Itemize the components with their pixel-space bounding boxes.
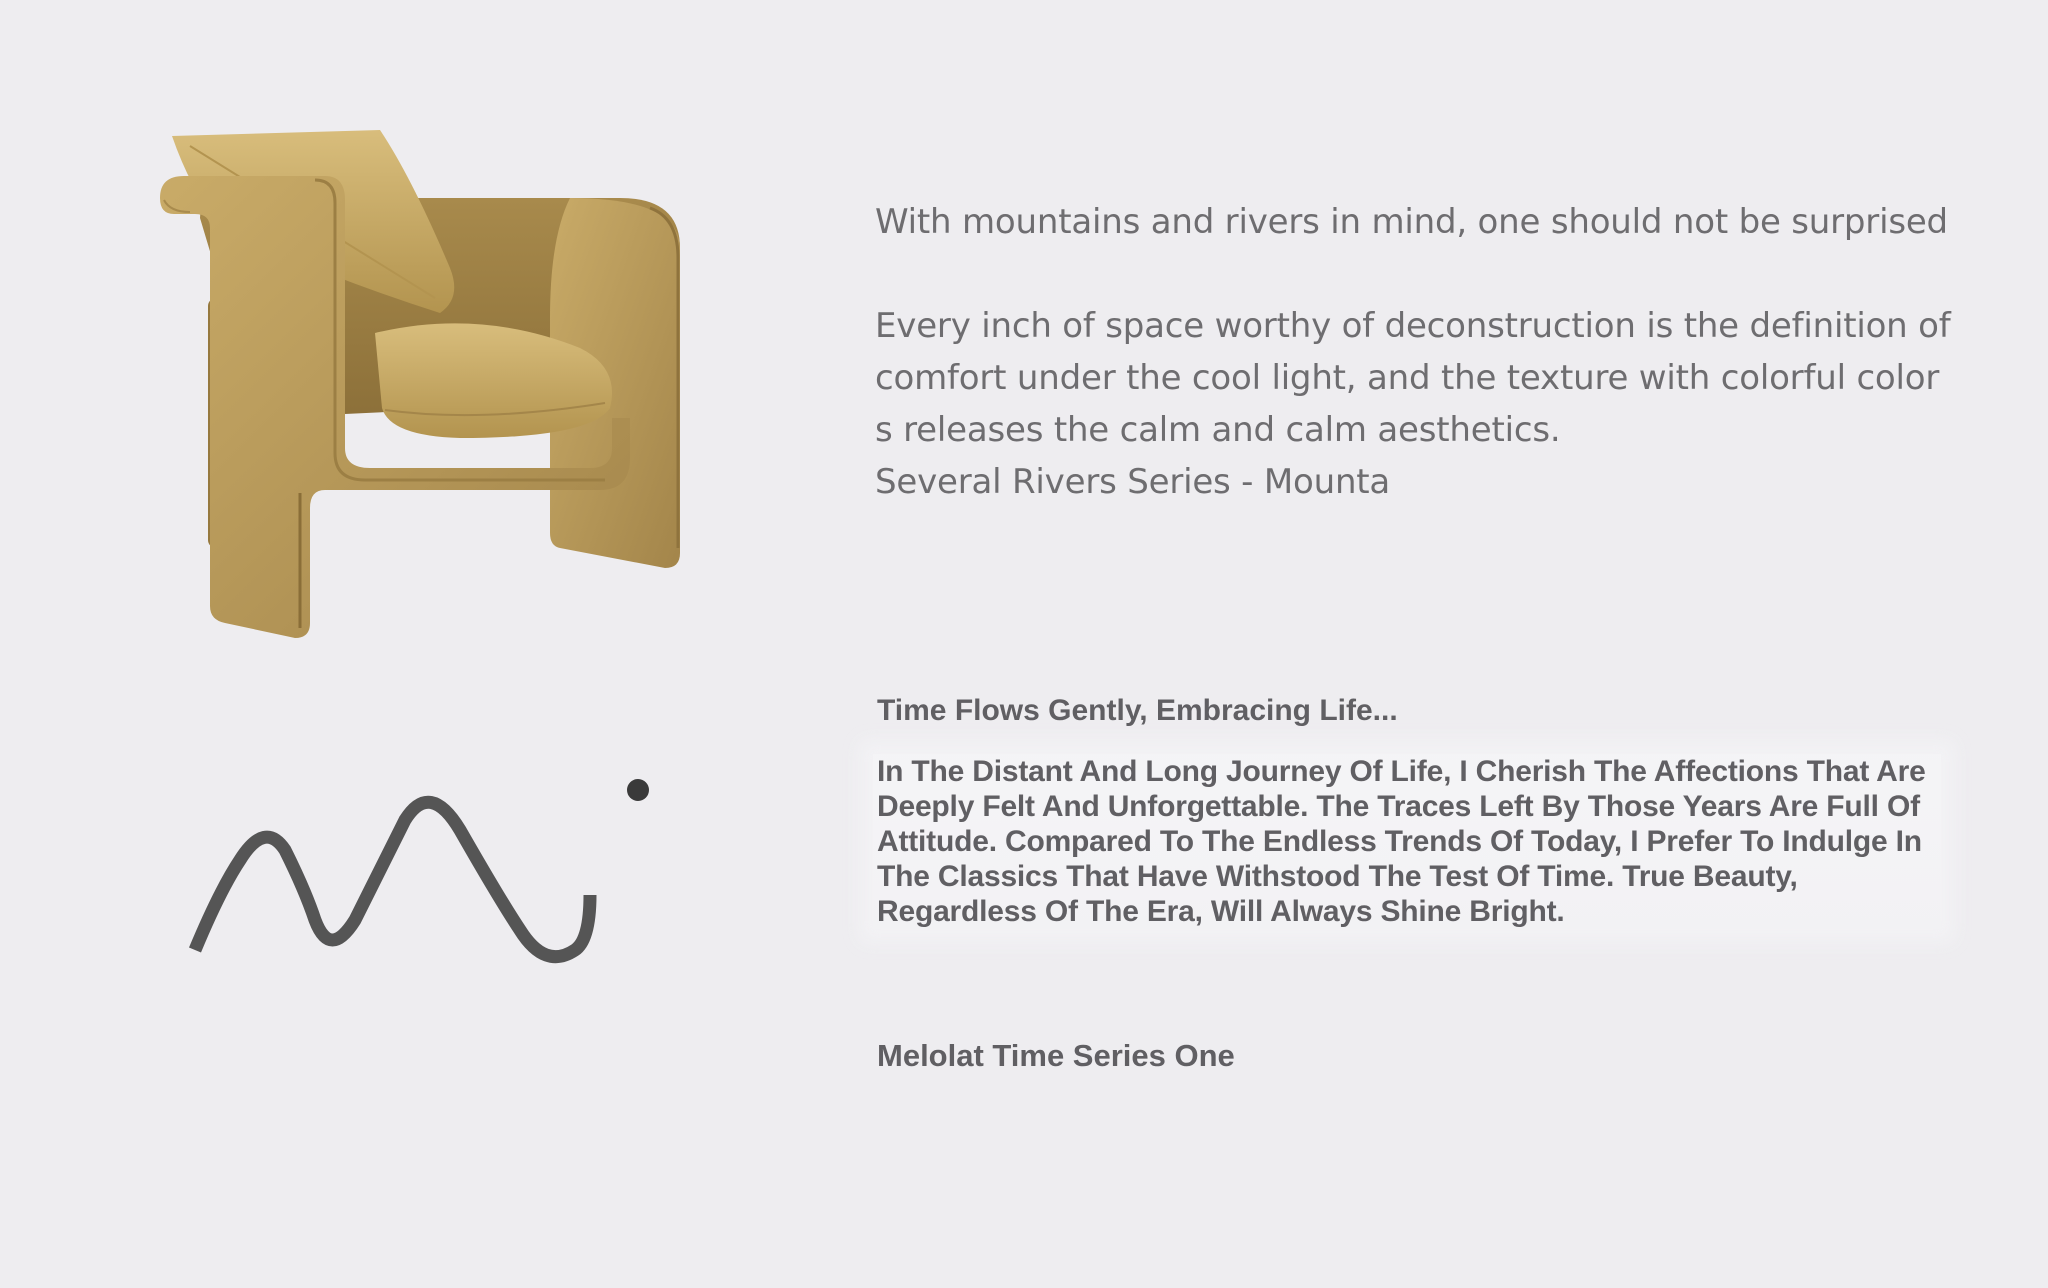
story-series-name: Melolat Time Series One <box>877 1038 1235 1073</box>
story-section <box>877 692 1937 1075</box>
story-heading: Time Flows Gently, Embracing Life... <box>877 694 1398 727</box>
armchair-image <box>150 118 710 648</box>
story-quote: In The Distant And Long Journey Of Life, I Cherish The Affections That Are Deeply Felt And Unforgettable. The Traces Left By Those Years Are Full Of Attitude. Compared To The Endless Trends Of Today, I Prefer To Indulge In The Classics That Have Withstood The Test Of Time. True Beauty, Regardless Of The Era, Will Always Shine Bright. <box>877 755 1926 928</box>
brand-logo <box>180 770 660 970</box>
intro-tagline: With mountains and rivers in mind, one should not be surprised <box>875 202 1948 242</box>
wave-logo-icon <box>180 770 660 970</box>
intro-body: Every inch of space worthy of deconstruction is the definition of comfort under the cool light, and the texture with colorful colors releases the calm and calm aesthetics. <box>875 306 1951 450</box>
intro-series-name: Several Rivers Series - Mounta <box>875 462 1391 502</box>
story-quote-box <box>873 754 1941 929</box>
intro-block <box>875 196 1985 508</box>
armchair-icon <box>150 118 710 648</box>
